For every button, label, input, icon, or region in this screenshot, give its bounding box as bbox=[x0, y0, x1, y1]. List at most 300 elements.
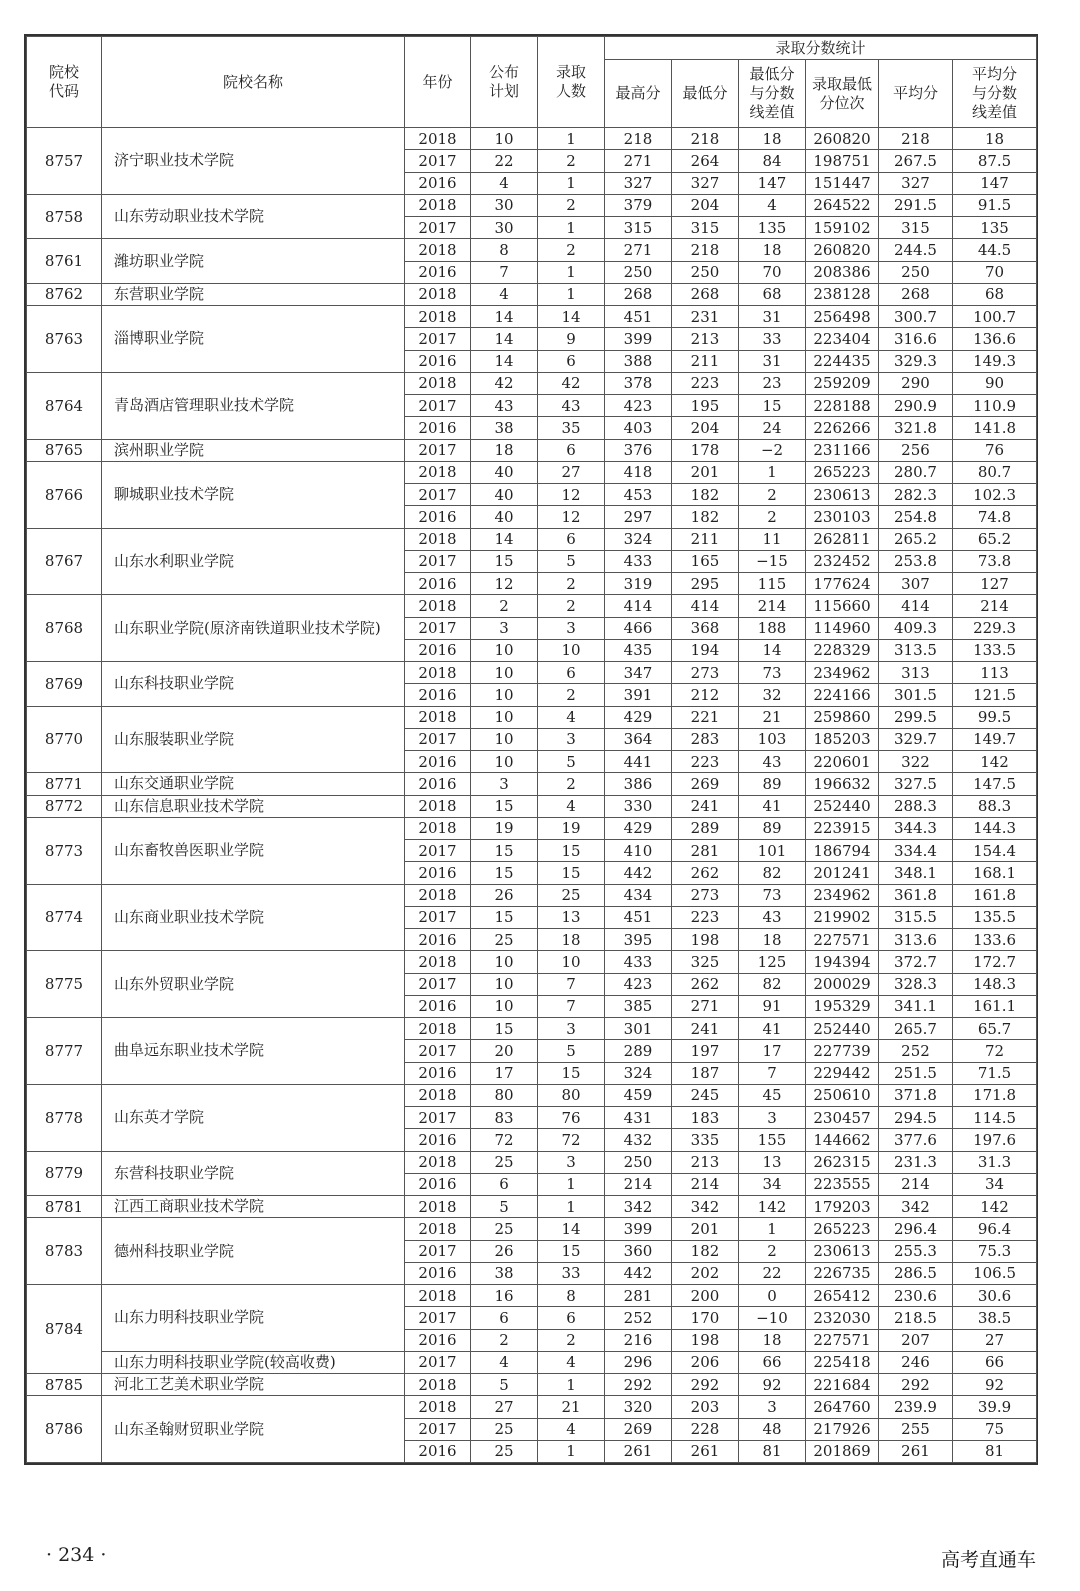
cell-plan: 40 bbox=[471, 461, 538, 483]
cell-year: 2017 bbox=[405, 1040, 471, 1062]
cell-avg-diff: 136.6 bbox=[953, 328, 1037, 350]
cell-max: 250 bbox=[605, 1151, 672, 1173]
cell-plan: 15 bbox=[471, 862, 538, 884]
cell-avg-diff: 110.9 bbox=[953, 395, 1037, 417]
cell-min: 182 bbox=[672, 484, 739, 506]
cell-year: 2017 bbox=[405, 1240, 471, 1262]
cell-plan: 27 bbox=[471, 1396, 538, 1418]
cell-min-diff: 73 bbox=[739, 884, 806, 906]
cell-min: 283 bbox=[672, 728, 739, 750]
cell-admitted: 3 bbox=[538, 617, 605, 639]
cell-admitted: 19 bbox=[538, 817, 605, 839]
cell-plan: 15 bbox=[471, 840, 538, 862]
cell-avg: 294.5 bbox=[879, 1107, 953, 1129]
cell-avg-diff: 80.7 bbox=[953, 461, 1037, 483]
header-admitted: 录取人数 bbox=[538, 37, 605, 128]
cell-admitted: 5 bbox=[538, 1040, 605, 1062]
table-row bbox=[27, 595, 1037, 617]
cell-max: 327 bbox=[605, 172, 672, 194]
cell-year: 2018 bbox=[405, 1084, 471, 1106]
cell-avg-diff: 66 bbox=[953, 1351, 1037, 1373]
cell-avg: 322 bbox=[879, 751, 953, 773]
cell-plan: 7 bbox=[471, 261, 538, 283]
cell-min: 183 bbox=[672, 1107, 739, 1129]
cell-min: 198 bbox=[672, 929, 739, 951]
cell-avg-diff: 171.8 bbox=[953, 1084, 1037, 1106]
school-name: 济宁职业技术学院 bbox=[102, 128, 405, 195]
cell-rank: 238128 bbox=[806, 283, 879, 305]
cell-avg-diff: 90 bbox=[953, 372, 1037, 394]
cell-avg-diff: 168.1 bbox=[953, 862, 1037, 884]
cell-min-diff: 18 bbox=[739, 1329, 806, 1351]
school-code: 8783 bbox=[27, 1218, 102, 1285]
cell-rank: 201241 bbox=[806, 862, 879, 884]
cell-rank: 208386 bbox=[806, 261, 879, 283]
header-year: 年份 bbox=[405, 37, 471, 128]
header-avg-diff: 平均分与分数线差值 bbox=[953, 60, 1037, 128]
cell-admitted: 5 bbox=[538, 550, 605, 572]
cell-year: 2016 bbox=[405, 417, 471, 439]
cell-avg: 290 bbox=[879, 372, 953, 394]
cell-avg-diff: 31.3 bbox=[953, 1151, 1037, 1173]
cell-max: 433 bbox=[605, 550, 672, 572]
cell-min-diff: 31 bbox=[739, 306, 806, 328]
cell-min: 223 bbox=[672, 751, 739, 773]
cell-max: 379 bbox=[605, 194, 672, 216]
cell-max: 386 bbox=[605, 773, 672, 795]
cell-rank: 232030 bbox=[806, 1307, 879, 1329]
cell-admitted: 6 bbox=[538, 662, 605, 684]
cell-rank: 223404 bbox=[806, 328, 879, 350]
cell-year: 2017 bbox=[405, 1307, 471, 1329]
cell-avg: 328.3 bbox=[879, 973, 953, 995]
cell-max: 330 bbox=[605, 795, 672, 817]
cell-min: 201 bbox=[672, 461, 739, 483]
cell-plan: 42 bbox=[471, 372, 538, 394]
cell-year: 2016 bbox=[405, 1173, 471, 1195]
cell-min-diff: 82 bbox=[739, 973, 806, 995]
cell-rank: 259209 bbox=[806, 372, 879, 394]
cell-admitted: 1 bbox=[538, 217, 605, 239]
cell-avg-diff: 147.5 bbox=[953, 773, 1037, 795]
cell-avg: 342 bbox=[879, 1196, 953, 1218]
cell-avg-diff: 161.1 bbox=[953, 995, 1037, 1017]
school-name: 山东劳动职业技术学院 bbox=[102, 194, 405, 239]
cell-max: 297 bbox=[605, 506, 672, 528]
cell-plan: 43 bbox=[471, 395, 538, 417]
cell-plan: 26 bbox=[471, 1240, 538, 1262]
cell-avg-diff: 149.7 bbox=[953, 728, 1037, 750]
cell-admitted: 42 bbox=[538, 372, 605, 394]
cell-year: 2018 bbox=[405, 1196, 471, 1218]
cell-min-diff: 82 bbox=[739, 862, 806, 884]
cell-min: 213 bbox=[672, 1151, 739, 1173]
school-code: 8774 bbox=[27, 884, 102, 951]
table-row bbox=[27, 884, 1037, 906]
cell-plan: 80 bbox=[471, 1084, 538, 1106]
cell-avg: 253.8 bbox=[879, 550, 953, 572]
cell-avg: 316.6 bbox=[879, 328, 953, 350]
school-name: 潍坊职业学院 bbox=[102, 239, 405, 284]
cell-rank: 265223 bbox=[806, 1218, 879, 1240]
cell-min: 211 bbox=[672, 528, 739, 550]
cell-avg-diff: 92 bbox=[953, 1374, 1037, 1396]
cell-min-diff: 18 bbox=[739, 239, 806, 261]
cell-rank: 234962 bbox=[806, 662, 879, 684]
cell-rank: 260820 bbox=[806, 239, 879, 261]
cell-min-diff: 15 bbox=[739, 395, 806, 417]
cell-max: 281 bbox=[605, 1285, 672, 1307]
cell-admitted: 13 bbox=[538, 906, 605, 928]
cell-rank: 185203 bbox=[806, 728, 879, 750]
cell-min-diff: 1 bbox=[739, 1218, 806, 1240]
cell-min-diff: 34 bbox=[739, 1173, 806, 1195]
cell-min: 295 bbox=[672, 573, 739, 595]
cell-rank: 225418 bbox=[806, 1351, 879, 1373]
cell-admitted: 2 bbox=[538, 239, 605, 261]
cell-min: 315 bbox=[672, 217, 739, 239]
cell-plan: 10 bbox=[471, 751, 538, 773]
cell-plan: 38 bbox=[471, 417, 538, 439]
cell-min-diff: 45 bbox=[739, 1084, 806, 1106]
cell-year: 2018 bbox=[405, 884, 471, 906]
table-row bbox=[27, 194, 1037, 216]
cell-admitted: 2 bbox=[538, 773, 605, 795]
cell-max: 434 bbox=[605, 884, 672, 906]
cell-rank: 177624 bbox=[806, 573, 879, 595]
cell-admitted: 7 bbox=[538, 995, 605, 1017]
table-row bbox=[27, 1218, 1037, 1240]
school-code: 8785 bbox=[27, 1374, 102, 1396]
cell-max: 432 bbox=[605, 1129, 672, 1151]
cell-avg-diff: 96.4 bbox=[953, 1218, 1037, 1240]
cell-max: 459 bbox=[605, 1084, 672, 1106]
cell-avg: 290.9 bbox=[879, 395, 953, 417]
cell-rank: 217926 bbox=[806, 1418, 879, 1440]
cell-max: 395 bbox=[605, 929, 672, 951]
cell-avg-diff: 154.4 bbox=[953, 840, 1037, 862]
cell-max: 271 bbox=[605, 150, 672, 172]
cell-avg-diff: 142 bbox=[953, 1196, 1037, 1218]
school-code: 8763 bbox=[27, 306, 102, 373]
cell-admitted: 14 bbox=[538, 306, 605, 328]
cell-avg: 315.5 bbox=[879, 906, 953, 928]
cell-plan: 15 bbox=[471, 906, 538, 928]
cell-admitted: 2 bbox=[538, 194, 605, 216]
cell-min: 223 bbox=[672, 906, 739, 928]
cell-plan: 15 bbox=[471, 550, 538, 572]
cell-rank: 230613 bbox=[806, 1240, 879, 1262]
cell-avg: 313.5 bbox=[879, 639, 953, 661]
cell-min: 178 bbox=[672, 439, 739, 461]
cell-max: 391 bbox=[605, 684, 672, 706]
cell-avg: 254.8 bbox=[879, 506, 953, 528]
cell-min: 201 bbox=[672, 1218, 739, 1240]
table-row bbox=[27, 795, 1037, 817]
cell-admitted: 80 bbox=[538, 1084, 605, 1106]
cell-rank: 196632 bbox=[806, 773, 879, 795]
cell-plan: 25 bbox=[471, 929, 538, 951]
cell-min: 221 bbox=[672, 706, 739, 728]
cell-rank: 159102 bbox=[806, 217, 879, 239]
cell-rank: 114960 bbox=[806, 617, 879, 639]
cell-min-diff: 101 bbox=[739, 840, 806, 862]
cell-max: 418 bbox=[605, 461, 672, 483]
cell-avg: 214 bbox=[879, 1173, 953, 1195]
cell-admitted: 3 bbox=[538, 728, 605, 750]
table-row bbox=[27, 128, 1037, 150]
cell-admitted: 6 bbox=[538, 439, 605, 461]
school-name: 曲阜远东职业技术学院 bbox=[102, 1018, 405, 1085]
cell-year: 2017 bbox=[405, 484, 471, 506]
cell-avg-diff: 114.5 bbox=[953, 1107, 1037, 1129]
cell-avg: 251.5 bbox=[879, 1062, 953, 1084]
cell-min: 281 bbox=[672, 840, 739, 862]
table-row bbox=[27, 461, 1037, 483]
cell-year: 2017 bbox=[405, 395, 471, 417]
cell-min-diff: 73 bbox=[739, 662, 806, 684]
cell-min-diff: 11 bbox=[739, 528, 806, 550]
cell-rank: 227739 bbox=[806, 1040, 879, 1062]
cell-max: 385 bbox=[605, 995, 672, 1017]
cell-admitted: 43 bbox=[538, 395, 605, 417]
admission-table bbox=[26, 36, 1037, 1463]
cell-avg-diff: 73.8 bbox=[953, 550, 1037, 572]
cell-avg: 239.9 bbox=[879, 1396, 953, 1418]
cell-min-diff: 115 bbox=[739, 573, 806, 595]
cell-plan: 4 bbox=[471, 283, 538, 305]
cell-min: 269 bbox=[672, 773, 739, 795]
cell-avg-diff: 127 bbox=[953, 573, 1037, 595]
cell-min-diff: 3 bbox=[739, 1107, 806, 1129]
cell-plan: 2 bbox=[471, 1329, 538, 1351]
school-name: 东营职业学院 bbox=[102, 283, 405, 305]
page-number: · 234 · bbox=[46, 1544, 107, 1566]
school-name: 山东外贸职业学院 bbox=[102, 951, 405, 1018]
cell-avg-diff: 44.5 bbox=[953, 239, 1037, 261]
cell-rank: 227571 bbox=[806, 929, 879, 951]
cell-max: 429 bbox=[605, 817, 672, 839]
header-code: 院校代码 bbox=[27, 37, 102, 128]
cell-max: 296 bbox=[605, 1351, 672, 1373]
cell-avg: 329.3 bbox=[879, 350, 953, 372]
school-code: 8768 bbox=[27, 595, 102, 662]
cell-admitted: 33 bbox=[538, 1262, 605, 1284]
cell-year: 2016 bbox=[405, 929, 471, 951]
cell-min: 218 bbox=[672, 128, 739, 150]
school-name: 滨州职业学院 bbox=[102, 439, 405, 461]
cell-avg-diff: 141.8 bbox=[953, 417, 1037, 439]
admission-table-frame bbox=[24, 34, 1038, 1465]
cell-max: 252 bbox=[605, 1307, 672, 1329]
cell-avg: 292 bbox=[879, 1374, 953, 1396]
table-row bbox=[27, 283, 1037, 305]
cell-rank: 201869 bbox=[806, 1440, 879, 1462]
cell-avg-diff: 18 bbox=[953, 128, 1037, 150]
cell-admitted: 1 bbox=[538, 128, 605, 150]
table-row bbox=[27, 1285, 1037, 1307]
cell-avg-diff: 87.5 bbox=[953, 150, 1037, 172]
cell-min: 264 bbox=[672, 150, 739, 172]
cell-year: 2018 bbox=[405, 306, 471, 328]
cell-rank: 186794 bbox=[806, 840, 879, 862]
cell-avg-diff: 27 bbox=[953, 1329, 1037, 1351]
cell-rank: 229442 bbox=[806, 1062, 879, 1084]
cell-avg-diff: 133.6 bbox=[953, 929, 1037, 951]
cell-admitted: 15 bbox=[538, 1240, 605, 1262]
school-code: 8769 bbox=[27, 662, 102, 707]
cell-avg-diff: 133.5 bbox=[953, 639, 1037, 661]
header-plan: 公布计划 bbox=[471, 37, 538, 128]
cell-admitted: 35 bbox=[538, 417, 605, 439]
cell-max: 315 bbox=[605, 217, 672, 239]
cell-min: 202 bbox=[672, 1262, 739, 1284]
cell-min-diff: 17 bbox=[739, 1040, 806, 1062]
cell-year: 2017 bbox=[405, 617, 471, 639]
cell-rank: 230613 bbox=[806, 484, 879, 506]
cell-max: 433 bbox=[605, 951, 672, 973]
school-code: 8765 bbox=[27, 439, 102, 461]
table-row bbox=[27, 951, 1037, 973]
cell-avg-diff: 99.5 bbox=[953, 706, 1037, 728]
cell-min: 261 bbox=[672, 1440, 739, 1462]
cell-avg: 291.5 bbox=[879, 194, 953, 216]
cell-avg: 255.3 bbox=[879, 1240, 953, 1262]
cell-year: 2016 bbox=[405, 684, 471, 706]
cell-min-diff: 2 bbox=[739, 1240, 806, 1262]
cell-max: 216 bbox=[605, 1329, 672, 1351]
cell-rank: 220601 bbox=[806, 751, 879, 773]
cell-rank: 260820 bbox=[806, 128, 879, 150]
cell-min: 268 bbox=[672, 283, 739, 305]
cell-avg: 246 bbox=[879, 1351, 953, 1373]
cell-max: 214 bbox=[605, 1173, 672, 1195]
cell-min-diff: 48 bbox=[739, 1418, 806, 1440]
cell-min-diff: 2 bbox=[739, 506, 806, 528]
cell-min-diff: 32 bbox=[739, 684, 806, 706]
cell-plan: 10 bbox=[471, 662, 538, 684]
cell-avg: 265.7 bbox=[879, 1018, 953, 1040]
cell-avg: 371.8 bbox=[879, 1084, 953, 1106]
cell-year: 2016 bbox=[405, 639, 471, 661]
cell-avg: 334.4 bbox=[879, 840, 953, 862]
cell-year: 2017 bbox=[405, 550, 471, 572]
cell-year: 2018 bbox=[405, 706, 471, 728]
cell-max: 268 bbox=[605, 283, 672, 305]
cell-rank: 230103 bbox=[806, 506, 879, 528]
school-name: 江西工商职业技术学院 bbox=[102, 1196, 405, 1218]
cell-min: 204 bbox=[672, 417, 739, 439]
table-row bbox=[27, 1084, 1037, 1106]
cell-avg: 230.6 bbox=[879, 1285, 953, 1307]
cell-avg: 313.6 bbox=[879, 929, 953, 951]
cell-year: 2018 bbox=[405, 795, 471, 817]
cell-plan: 17 bbox=[471, 1062, 538, 1084]
cell-admitted: 4 bbox=[538, 1351, 605, 1373]
cell-max: 451 bbox=[605, 306, 672, 328]
cell-year: 2018 bbox=[405, 1396, 471, 1418]
cell-plan: 15 bbox=[471, 795, 538, 817]
cell-rank: 228329 bbox=[806, 639, 879, 661]
cell-year: 2018 bbox=[405, 1374, 471, 1396]
cell-min: 170 bbox=[672, 1307, 739, 1329]
cell-admitted: 10 bbox=[538, 639, 605, 661]
cell-plan: 5 bbox=[471, 1196, 538, 1218]
cell-year: 2016 bbox=[405, 1062, 471, 1084]
cell-year: 2017 bbox=[405, 1107, 471, 1129]
school-name: 山东信息职业技术学院 bbox=[102, 795, 405, 817]
school-name: 山东圣翰财贸职业学院 bbox=[102, 1396, 405, 1463]
cell-max: 218 bbox=[605, 128, 672, 150]
table-row bbox=[27, 306, 1037, 328]
cell-max: 410 bbox=[605, 840, 672, 862]
school-code: 8773 bbox=[27, 817, 102, 884]
cell-plan: 14 bbox=[471, 528, 538, 550]
cell-min-diff: 41 bbox=[739, 1018, 806, 1040]
school-name: 山东科技职业学院 bbox=[102, 662, 405, 707]
cell-rank: 226266 bbox=[806, 417, 879, 439]
cell-max: 431 bbox=[605, 1107, 672, 1129]
cell-avg: 267.5 bbox=[879, 150, 953, 172]
cell-min: 342 bbox=[672, 1196, 739, 1218]
cell-year: 2017 bbox=[405, 1418, 471, 1440]
school-name: 山东服装职业学院 bbox=[102, 706, 405, 773]
cell-min: 182 bbox=[672, 506, 739, 528]
cell-admitted: 1 bbox=[538, 1173, 605, 1195]
cell-avg: 301.5 bbox=[879, 684, 953, 706]
school-name: 聊城职业技术学院 bbox=[102, 461, 405, 528]
cell-avg-diff: 172.7 bbox=[953, 951, 1037, 973]
cell-admitted: 18 bbox=[538, 929, 605, 951]
cell-min: 228 bbox=[672, 1418, 739, 1440]
cell-plan: 19 bbox=[471, 817, 538, 839]
school-name: 山东力明科技职业学院 bbox=[102, 1285, 405, 1352]
cell-admitted: 15 bbox=[538, 1062, 605, 1084]
cell-min-diff: 103 bbox=[739, 728, 806, 750]
school-name: 东营科技职业学院 bbox=[102, 1151, 405, 1196]
cell-year: 2018 bbox=[405, 128, 471, 150]
table-row bbox=[27, 1018, 1037, 1040]
cell-avg: 321.8 bbox=[879, 417, 953, 439]
cell-min: 241 bbox=[672, 1018, 739, 1040]
cell-admitted: 3 bbox=[538, 1018, 605, 1040]
cell-plan: 40 bbox=[471, 506, 538, 528]
cell-avg-diff: 147 bbox=[953, 172, 1037, 194]
cell-min-diff: 2 bbox=[739, 484, 806, 506]
cell-year: 2018 bbox=[405, 194, 471, 216]
cell-year: 2017 bbox=[405, 439, 471, 461]
cell-min-diff: 155 bbox=[739, 1129, 806, 1151]
cell-min-diff: 81 bbox=[739, 1440, 806, 1462]
cell-avg: 409.3 bbox=[879, 617, 953, 639]
school-name: 淄博职业学院 bbox=[102, 306, 405, 373]
cell-min-diff: 135 bbox=[739, 217, 806, 239]
table-row bbox=[27, 706, 1037, 728]
cell-avg-diff: 106.5 bbox=[953, 1262, 1037, 1284]
cell-avg-diff: 71.5 bbox=[953, 1062, 1037, 1084]
cell-avg-diff: 197.6 bbox=[953, 1129, 1037, 1151]
cell-plan: 22 bbox=[471, 150, 538, 172]
cell-plan: 10 bbox=[471, 128, 538, 150]
cell-rank: 259860 bbox=[806, 706, 879, 728]
cell-admitted: 3 bbox=[538, 1151, 605, 1173]
cell-avg-diff: 39.9 bbox=[953, 1396, 1037, 1418]
cell-admitted: 10 bbox=[538, 951, 605, 973]
school-code: 8779 bbox=[27, 1151, 102, 1196]
cell-min: 182 bbox=[672, 1240, 739, 1262]
cell-plan: 5 bbox=[471, 1374, 538, 1396]
cell-min: 289 bbox=[672, 817, 739, 839]
